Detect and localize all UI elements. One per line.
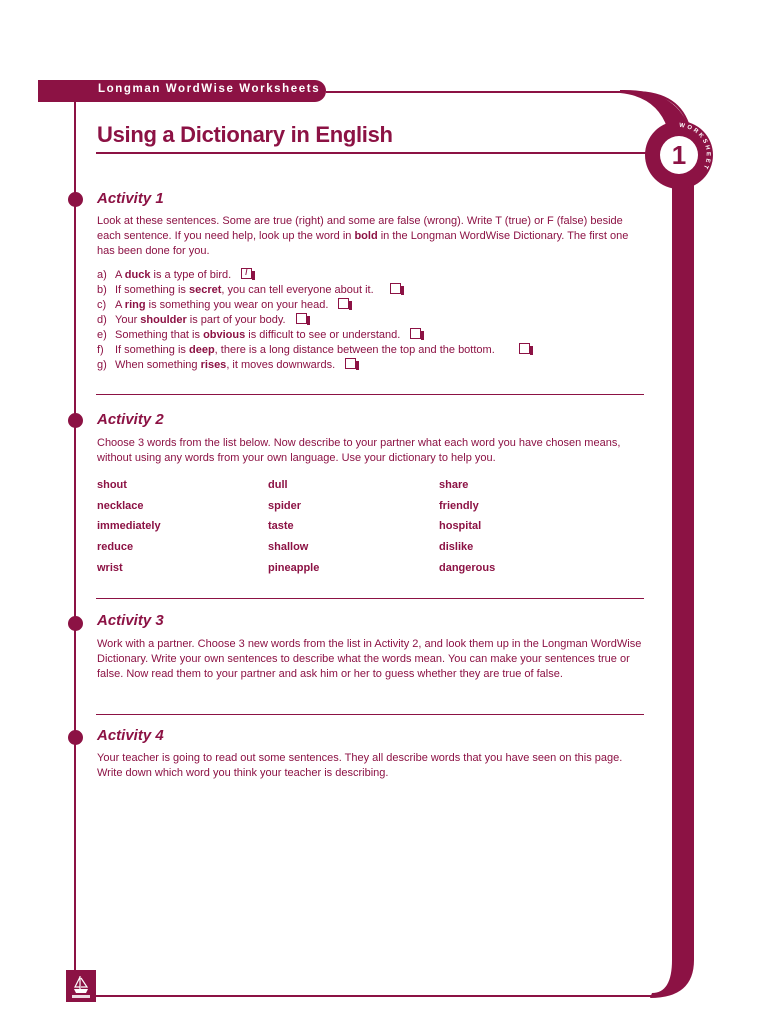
title-underline <box>96 152 660 154</box>
word-list-item: pineapple <box>268 562 320 574</box>
word-list-item: dangerous <box>439 562 496 574</box>
word-list-item: taste <box>268 520 294 532</box>
activity-4-heading: Activity 4 <box>97 727 164 744</box>
activity-4-bullet <box>68 730 83 745</box>
section-divider <box>96 714 644 715</box>
word-list-item: dislike <box>439 541 474 553</box>
word-list-item: dull <box>268 479 288 491</box>
activity-1-heading: Activity 1 <box>97 190 164 207</box>
activity-3-heading: Activity 3 <box>97 612 164 629</box>
word-list-item: shout <box>97 479 127 491</box>
word-list-item: reduce <box>97 541 134 553</box>
series-banner <box>38 80 326 102</box>
answer-box[interactable]: T <box>241 268 252 279</box>
activity-2-instructions: Choose 3 words from the list below. Now describe to your partner what each word you have chosen means, without using any words from your own language. Use your dictionary to help you. <box>97 437 621 465</box>
answer-box[interactable] <box>296 313 307 324</box>
section-divider <box>96 598 644 599</box>
answer-box[interactable] <box>410 328 421 339</box>
word-list-item: wrist <box>97 562 123 574</box>
answer-box[interactable] <box>338 298 349 309</box>
page-title: Using a Dictionary in English <box>97 122 393 147</box>
word-list-item: friendly <box>439 500 479 512</box>
activity-3-instructions: Work with a partner. Choose 3 new words from the list in Activity 2, and look them up in the Longman WordWise Dictionary. Write your own sentences to describe what the words mean. You can make your sentences true or false. Now read them to your partner and ask him or her to guess whether they are true of false. <box>97 638 642 681</box>
word-list-item: shallow <box>268 541 309 553</box>
longman-ship-logo-icon <box>66 970 96 1002</box>
section-divider <box>96 394 644 395</box>
word-list-item: spider <box>268 500 302 512</box>
answer-box[interactable] <box>519 343 530 354</box>
series-title: Longman WordWise Worksheets <box>98 83 321 95</box>
word-list-item: hospital <box>439 520 482 532</box>
word-list-item: share <box>439 479 469 491</box>
activity-2-bullet <box>68 413 83 428</box>
word-list-item: immediately <box>97 520 161 532</box>
activity-3-bullet <box>68 616 83 631</box>
svg-text:WORKSHEET: WORKSHEET <box>678 122 711 172</box>
word-list <box>97 479 617 589</box>
activity-1-bullet <box>68 192 83 207</box>
worksheet-number: 1 <box>671 140 687 170</box>
activity-2-heading: Activity 2 <box>97 411 164 428</box>
activity-1-instructions: Look at these sentences. Some are true (right) and some are false (wrong). Write T (true) or F (false) beside each sentence. If you need help, look up the word in bold in the Longman WordWise Dictionary. The first one has been done for you. <box>97 215 629 258</box>
word-list-item: necklace <box>97 500 144 512</box>
answer-box[interactable] <box>390 283 401 294</box>
activity-4-instructions: Your teacher is going to read out some sentences. They all describe words that you have seen on this page. Write down which word you think your teacher is describing. <box>97 752 623 780</box>
answer-box[interactable] <box>345 358 356 369</box>
